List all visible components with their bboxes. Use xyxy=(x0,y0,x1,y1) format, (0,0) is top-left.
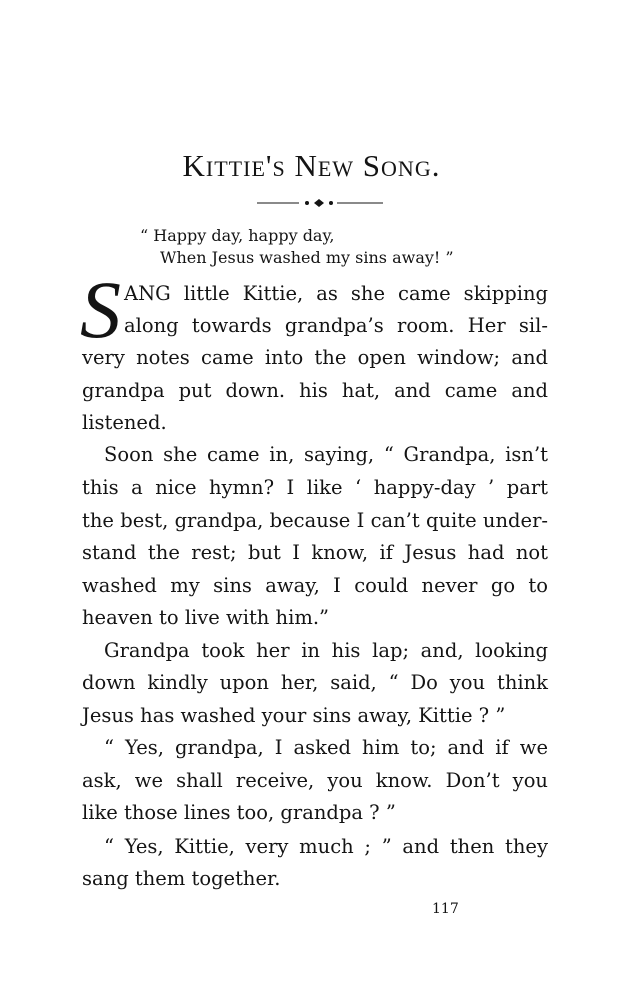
text-line: heaven to live with him.” xyxy=(82,606,330,629)
text-line: ask, we shall receive, you know. Don’t you xyxy=(82,769,548,792)
text-line: stand the rest; but I know, if Jesus had not xyxy=(82,541,548,564)
text-line: listened. xyxy=(82,411,167,434)
text-line: down kindly upon her, said, “ Do you think xyxy=(82,671,548,694)
text-line: sang them together. xyxy=(82,867,281,890)
text-line: washed my sins away, I could never go to xyxy=(82,574,548,597)
text-line: ANG little Kittie, as she came skipping xyxy=(124,282,548,305)
text-line: grandpa put down. his hat, and came and xyxy=(82,379,548,402)
text-line: Jesus has washed your sins away, Kittie ? ” xyxy=(82,704,506,727)
text-line: “ Yes, Kittie, very much ; ” and then they xyxy=(104,835,548,858)
page-number: 117 xyxy=(432,901,459,917)
text-line: along towards grandpa’s room. Her sil- xyxy=(124,314,548,337)
text-line: “ Yes, grandpa, I asked him to; and if we xyxy=(104,736,548,759)
text-line: this a nice hymn? I like ‘ happy-day ’ part xyxy=(82,476,548,499)
text-line: like those lines too, grandpa ? ” xyxy=(82,801,396,824)
text-line: Grandpa took her in his lap; and, looking xyxy=(104,639,548,662)
chapter-title: Kittie's New Song. xyxy=(182,148,441,183)
title-ornament xyxy=(257,196,383,210)
epigraph-line: “ Happy day, happy day, xyxy=(140,226,335,245)
text-line: the best, grandpa, because I can’t quite under- xyxy=(82,509,548,532)
text-line: Soon she came in, saying, “ Grandpa, isn’t xyxy=(104,443,548,466)
drop-cap: S xyxy=(80,264,121,355)
text-line: very notes came into the open window; and xyxy=(82,346,548,369)
epigraph-line: When Jesus washed my sins away! ” xyxy=(160,248,454,267)
